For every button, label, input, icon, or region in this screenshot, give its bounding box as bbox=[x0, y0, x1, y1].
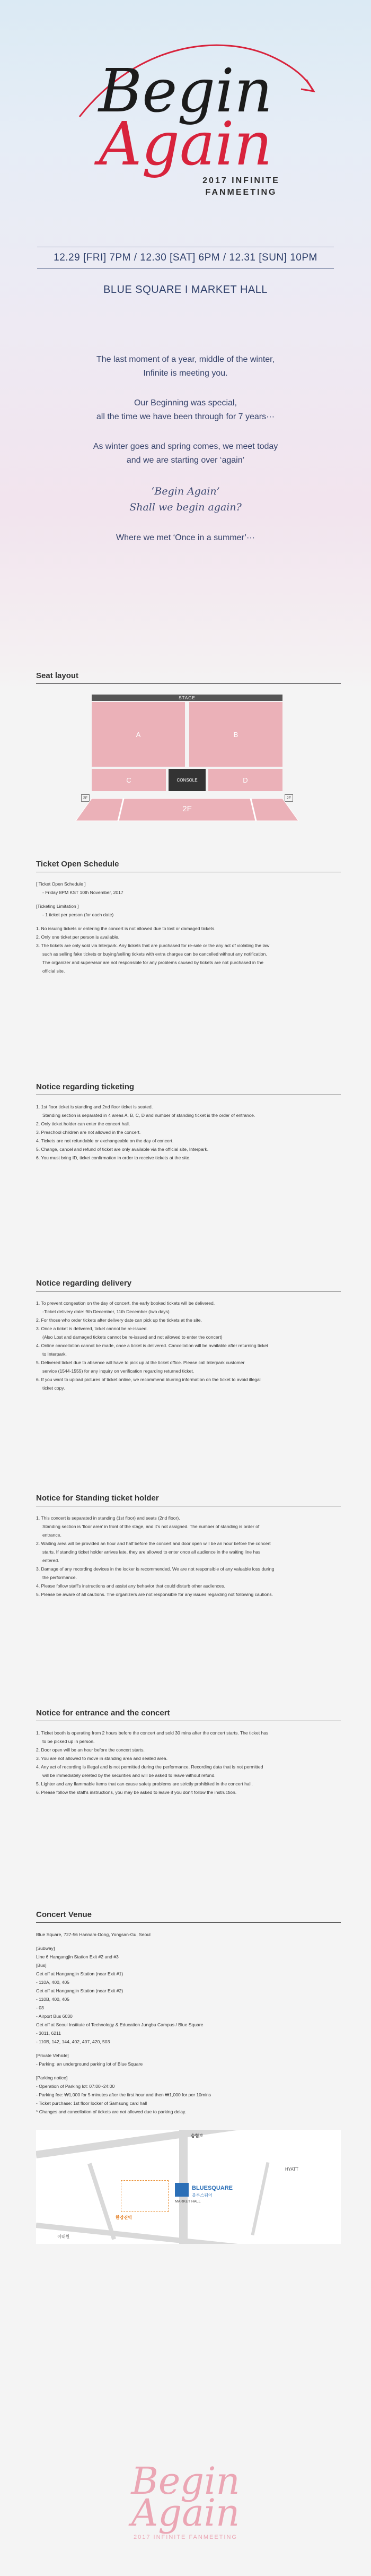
text-line: starts. If standing ticket holder arrives late, they are allowed to enter once all audience in the waiting line has bbox=[42, 1549, 261, 1555]
notice-delivery-section bbox=[36, 1279, 341, 1392]
text-line: [Subway] bbox=[36, 1946, 55, 1951]
intro-line: Our Beginning was special, bbox=[134, 398, 237, 407]
stage: STAGE bbox=[92, 695, 282, 701]
walking-route bbox=[121, 2180, 169, 2212]
script-line: Shall we begin again? bbox=[129, 501, 242, 513]
notice-standing-content bbox=[36, 1514, 341, 1599]
text-line: 2. Only one ticket per person is available. bbox=[36, 934, 120, 940]
text-line: - 3011, 6211 bbox=[36, 2031, 61, 2036]
concert-venue-section bbox=[36, 1910, 341, 2244]
text-line: 3. Preschool children are not allowed in the concert. bbox=[36, 1130, 141, 1135]
closing-line: Where we met ‘Once in a summer’··· bbox=[116, 533, 255, 542]
text-line: [ Ticket Open Schedule ] bbox=[36, 881, 86, 887]
notice-entrance-section bbox=[36, 1708, 341, 1797]
notice-ticketing-content bbox=[36, 1103, 341, 1162]
ticket-open-section bbox=[36, 860, 341, 975]
map-label: MARKET HALL bbox=[175, 2200, 201, 2204]
notice-standing-section bbox=[36, 1494, 341, 1599]
block-b: B bbox=[189, 702, 282, 767]
text-line: 4. Please follow staff's instructions and assist any behavior that could disturb other audiences. bbox=[36, 1583, 225, 1589]
text-line: - 03 bbox=[36, 2005, 44, 2010]
text-line: entrance. bbox=[42, 1532, 61, 1538]
text-line: Standing section is separated in 4 areas A, B, C, D and number of standing ticket is the order of entrance. bbox=[42, 1113, 255, 1118]
venue-map bbox=[36, 2130, 341, 2244]
venue-title: BLUE SQUARE I MARKET HALL bbox=[103, 284, 268, 296]
2f-tag-left: 2F bbox=[81, 794, 90, 802]
intro-line: As winter goes and spring comes, we meet today bbox=[93, 442, 278, 451]
text-line: - 110B, 142, 144, 402, 407, 420, 503 bbox=[36, 2039, 110, 2044]
text-line: official site. bbox=[42, 968, 65, 974]
text-line: 1. Ticket booth is operating from 2 hours before the concert and sold 30 mins after the concert starts. The ticket has bbox=[36, 1730, 269, 1736]
text-line: such as selling fake tickets or buying/selling tickets with extra charges can be cancelled without any notification. bbox=[42, 951, 267, 957]
section-title: Notice for entrance and the concert bbox=[36, 1708, 341, 1721]
text-line: 6. If you want to upload pictures of ticket online, we recommend blurring information on the ticket to avoid illegal bbox=[36, 1377, 261, 1382]
text-line: Get off at Seoul Institute of Technology & Education Jungbu Campus / Blue Square bbox=[36, 2022, 204, 2027]
text-line: - Parking fee: ₩1,000 for 5 minutes after the first hour and then ₩1,000 for per 10mins bbox=[36, 2092, 211, 2097]
2f-tag-right: 2F bbox=[285, 794, 293, 802]
text-line: 3. Once a ticket is delivered, ticket cannot be re-issued. bbox=[36, 1326, 148, 1331]
concert-venue-content bbox=[36, 1930, 341, 2116]
footer-logo-begin: Begin bbox=[131, 2459, 240, 2503]
text-line: - Operation of Parking lot: 07:00~24:00 bbox=[36, 2084, 115, 2089]
text-line: 1. 1st floor ticket is standing and 2nd floor ticket is seated. bbox=[36, 1104, 153, 1109]
text-line: Blue Square, 727-56 Hannam-Dong, Yongsan-Gu, Seoul bbox=[36, 1932, 151, 1937]
text-line: to Interpark. bbox=[42, 1351, 67, 1357]
text-line: 3. Damage of any recording devices in the locker is recommended. We are not responsible of any valuable loss during bbox=[36, 1566, 275, 1572]
text-line: 6. Please follow the staff's instructions, you may be asked to leave if you don't follow the instruction. bbox=[36, 1790, 237, 1795]
section-title: Ticket Open Schedule bbox=[36, 860, 341, 872]
text-line: [Parking notice] bbox=[36, 2075, 68, 2080]
logo-subtitle-1: 2017 INFINITE bbox=[202, 176, 280, 185]
text-line: - 110B, 400, 405 bbox=[36, 1997, 69, 2002]
text-line: 5. Please be aware of all cautions. The organizers are not responsible for any issues regarding not following cautions. bbox=[36, 1592, 273, 1597]
intro-line: all the time we have been through for 7 years··· bbox=[96, 412, 275, 421]
bluesquare-marker-icon bbox=[175, 2183, 189, 2197]
text-line: - Airport Bus 6030 bbox=[36, 2014, 73, 2019]
notice-entrance-content bbox=[36, 1729, 341, 1797]
text-line: to be picked up in person. bbox=[42, 1739, 95, 1744]
map-label: 블루스퀘어 bbox=[192, 2193, 213, 2198]
notice-delivery-content bbox=[36, 1299, 341, 1392]
map-label: 이태원 bbox=[57, 2234, 70, 2239]
text-line: 4. Tickets are not refundable or exchangeable on the day of concert. bbox=[36, 1138, 174, 1143]
text-line: 6. You must bring ID, ticket confirmation in order to receive tickets at the site. bbox=[36, 1155, 191, 1160]
section-title: Notice regarding ticketing bbox=[36, 1082, 341, 1095]
begin-again-logo bbox=[0, 21, 371, 218]
block-c: C bbox=[92, 769, 166, 791]
text-line: (Also Lost and damaged tickets cannot be re-issued and not allowed to enter the concert) bbox=[42, 1334, 223, 1340]
text-line: 5. Lighter and any flammable items that can cause safety problems are strictly prohibited in the concert hall. bbox=[36, 1781, 253, 1786]
map-road bbox=[251, 2162, 270, 2235]
text-line: * Changes and cancellation of tickets are not allowed due to parking delay. bbox=[36, 2109, 187, 2114]
text-line: ticket copy. bbox=[42, 1385, 65, 1391]
text-line: 4. Online cancellation cannot be made, once a ticket is delivered. Cancellation will be available after returning ticket bbox=[36, 1343, 269, 1348]
logo-again-text: Again bbox=[99, 110, 272, 179]
text-line: service (1544-1555) for any inquiry on verification regarding returned ticket. bbox=[42, 1368, 195, 1374]
text-line: - Ticket purchase: 1st floor locker of Samsung card hall bbox=[36, 2101, 147, 2106]
notice-ticketing-section bbox=[36, 1082, 341, 1162]
text-line: 1. No issuing tickets or entering the concert is not allowed due to lost or damaged tickets. bbox=[36, 926, 216, 931]
text-line: entered. bbox=[42, 1558, 59, 1563]
text-line: 3. You are not allowed to move in standing area and seated area. bbox=[36, 1756, 167, 1761]
text-line: 2. Waiting area will be provided an hour and half before the concert and door open will be an hour before the concert bbox=[36, 1541, 271, 1546]
text-line: the performance. bbox=[42, 1575, 77, 1580]
section-title: Concert Venue bbox=[36, 1910, 341, 1923]
text-line: 5. Change, cancel and refund of ticket are only available via the official site, Interpark. bbox=[36, 1147, 209, 1152]
intro-line: The last moment of a year, middle of the winter, bbox=[96, 355, 275, 364]
text-line: - 110A, 400, 405 bbox=[36, 1980, 69, 1985]
text-line: Line 6 Hangangjin Station Exit #2 and #3 bbox=[36, 1954, 119, 1959]
block-d: D bbox=[208, 769, 282, 791]
intro-line: and we are starting over ‘again’ bbox=[126, 456, 245, 465]
intro-text bbox=[0, 353, 371, 545]
text-line: [Bus] bbox=[36, 1963, 47, 1968]
concert-dates: 12.29 [FRI] 7PM / 12.30 [SAT] 6PM / 12.31 [SUN] 10PM bbox=[37, 247, 334, 269]
section-title: Notice for Standing ticket holder bbox=[36, 1494, 341, 1506]
seat-layout-section bbox=[36, 671, 341, 811]
console: CONSOLE bbox=[169, 769, 206, 791]
section-title: Notice regarding delivery bbox=[36, 1279, 341, 1291]
footer-logo bbox=[0, 2451, 371, 2557]
seat-map bbox=[60, 695, 314, 811]
text-line: 2. Only ticket holder can enter the concert hall. bbox=[36, 1121, 130, 1126]
logo-subtitle-2: FANMEETING bbox=[205, 188, 277, 197]
text-line: 3. The tickets are only sold via Interpark. Any tickets that are purchased for re-sale or the any act of violating the law bbox=[36, 943, 270, 948]
hero-section bbox=[0, 0, 371, 661]
floor-2f-label: 2F bbox=[182, 804, 192, 813]
footer-subtitle: 2017 INFINITE FANMEETING bbox=[134, 2534, 237, 2540]
text-line: 1. This concert is separated in standing (1st floor) and seats (2nd floor). bbox=[36, 1515, 180, 1521]
text-line: Get off at Hangangjin Station (near Exit #2) bbox=[36, 1988, 123, 1993]
block-a: A bbox=[92, 702, 185, 767]
ticket-open-content bbox=[36, 880, 341, 975]
text-line: The organizer and supervisor are not responsible for any problems caused by tickets are not purchased in the bbox=[42, 960, 264, 965]
map-label: HYATT bbox=[285, 2167, 299, 2172]
text-line: - Friday 8PM KST 10th November, 2017 bbox=[42, 890, 123, 895]
text-line: 5. Delivered ticket due to absence will have to pick up at the ticket office. Please call Interpark customer bbox=[36, 1360, 245, 1365]
map-label: 숨험보 bbox=[191, 2133, 204, 2138]
text-line: 2. For those who order tickets after delivery date can pick up the tickets at the site. bbox=[36, 1317, 202, 1323]
logo-begin-text: Begin bbox=[98, 57, 273, 126]
map-label: 한강진역 bbox=[116, 2215, 132, 2220]
text-line: Get off at Hangangjin Station (near Exit #1) bbox=[36, 1971, 123, 1976]
text-line: - Parking: an underground parking lot of Blue Square bbox=[36, 2061, 143, 2067]
text-line: 4. Any act of recording is illegal and is not permitted during the performance. Recording data that is not permitted bbox=[36, 1764, 263, 1770]
text-line: [Private Vehicle] bbox=[36, 2053, 69, 2058]
text-line: [Ticketing Limitation ] bbox=[36, 904, 79, 909]
map-label: BLUESQUARE bbox=[192, 2185, 233, 2191]
text-line: 2. Door open will be an hour before the concert starts. bbox=[36, 1747, 145, 1753]
text-line: will be immediately deleted by the securities and will be asked to leave without refund. bbox=[42, 1773, 216, 1778]
footer-logo-again: Again bbox=[131, 2491, 240, 2535]
text-line: Standing section is ‘floor area’ in front of the stage, and it’s not assigned. The number of standing is order of bbox=[42, 1524, 260, 1529]
intro-line: Infinite is meeting you. bbox=[143, 369, 228, 378]
text-line: 1. To prevent congestion on the day of concert, the early booked tickets will be delivered. bbox=[36, 1300, 215, 1306]
text-line: -Ticket delivery date: 9th December, 11th December (two days) bbox=[42, 1309, 170, 1314]
map-road bbox=[36, 2223, 339, 2244]
section-title: Seat layout bbox=[36, 671, 341, 684]
script-line: ‘Begin Again’ bbox=[151, 485, 220, 497]
text-line: - 1 ticket per person (for each date) bbox=[42, 912, 114, 917]
